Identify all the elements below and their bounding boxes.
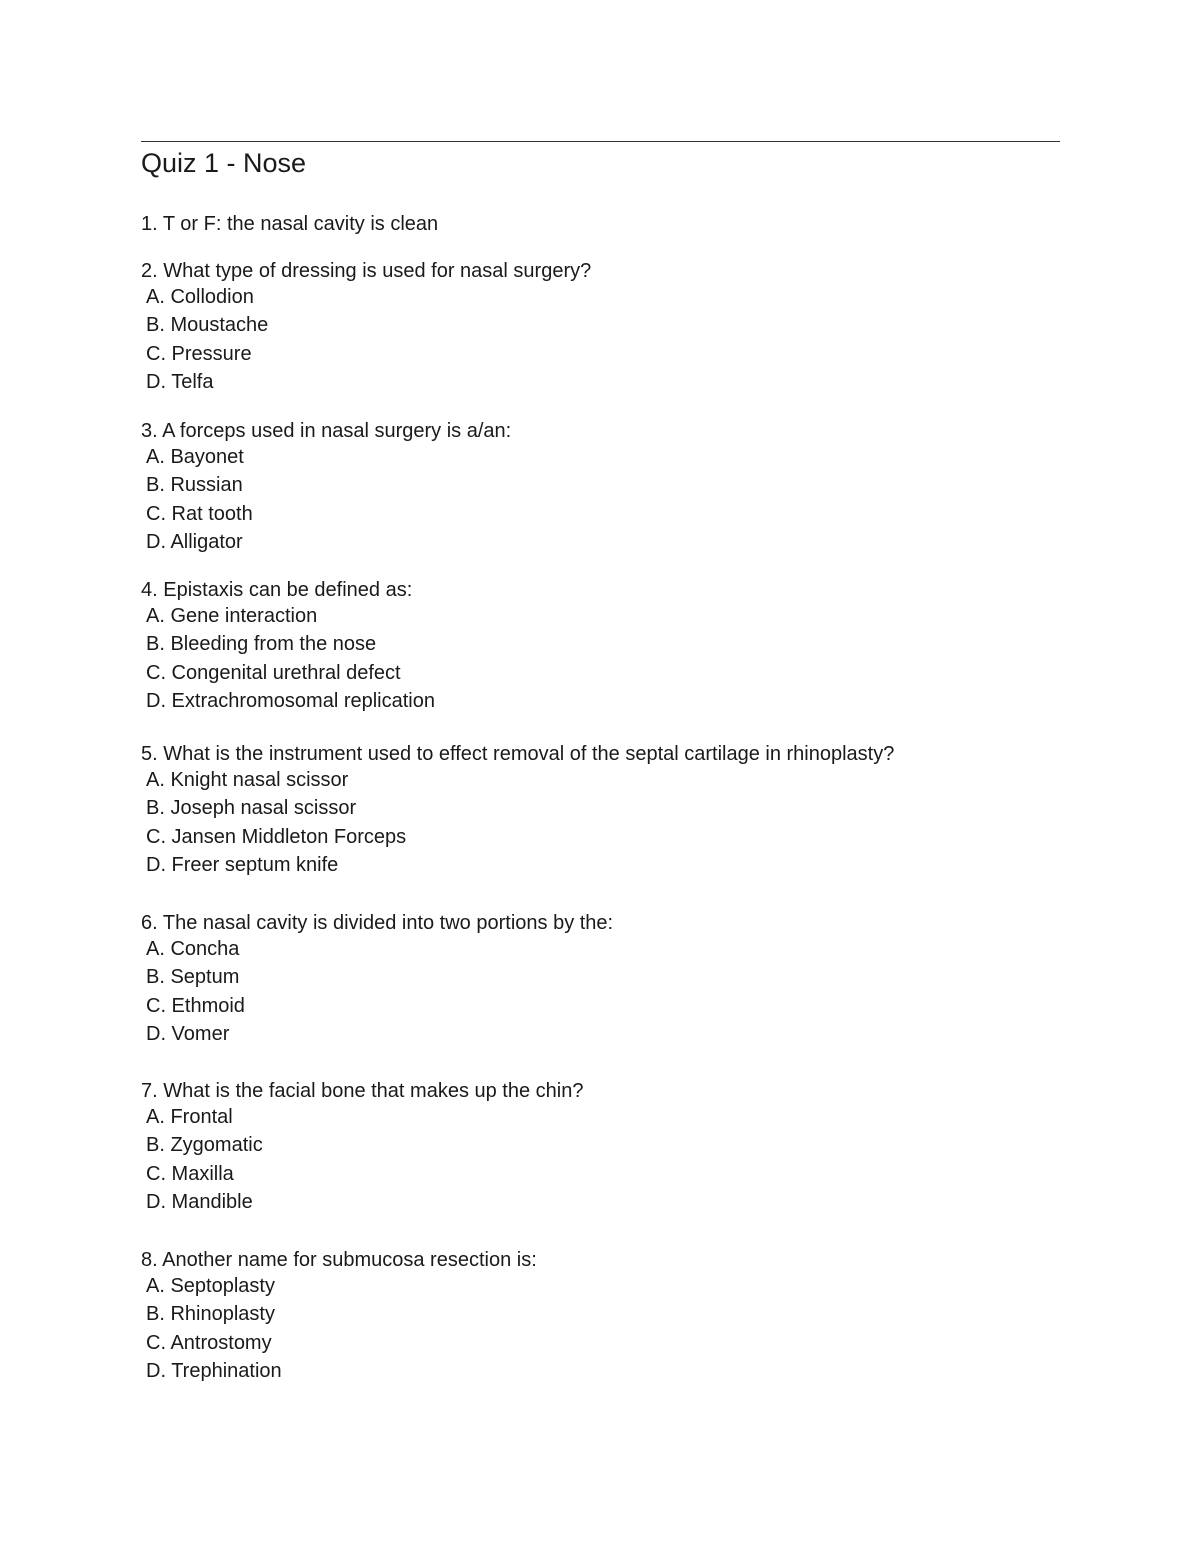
option-a: A. Gene interaction [146,605,318,627]
question-stem: 6. The nasal cavity is divided into two portions by the: [141,912,614,934]
question-stem: 8. Another name for submucosa resection is: [141,1249,537,1271]
question-3 [141,419,511,556]
option-d: D. Freer septum knife [146,853,339,876]
header-rule [141,141,1060,142]
option-c: C. Congenital urethral defect [146,661,401,684]
option-a: A. Bayonet [146,446,244,468]
option-d: D. Telfa [146,370,214,393]
option-b: B. Russian [146,474,243,497]
option-b: B. Joseph nasal scissor [146,797,357,820]
option-b: B. Zygomatic [146,1134,263,1157]
option-c: C. Jansen Middleton Forceps [146,825,407,848]
question-8 [141,1248,537,1385]
question-stem: 5. What is the instrument used to effect removal of the septal cartilage in rhinoplasty? [141,743,895,765]
question-2 [141,259,591,396]
option-d: D. Mandible [146,1190,253,1213]
option-a: A. Frontal [146,1106,233,1128]
option-a: A. Knight nasal scissor [146,769,349,791]
option-b: B. Moustache [146,314,269,337]
question-4 [141,578,435,715]
question-stem: 3. A forceps used in nasal surgery is a/an: [141,420,512,442]
option-a: A. Concha [146,938,240,960]
option-c: C. Pressure [146,342,252,365]
page-title: Quiz 1 - Nose [141,148,307,178]
question-stem: 1. T or F: the nasal cavity is clean [141,213,439,235]
question-stem: 4. Epistaxis can be defined as: [141,579,413,601]
option-c: C. Rat tooth [146,502,253,525]
option-b: B. Rhinoplasty [146,1303,275,1326]
question-stem: 2. What type of dressing is used for nasal surgery? [141,260,592,282]
option-d: D. Vomer [146,1022,230,1045]
option-c: C. Ethmoid [146,994,245,1017]
question-5 [141,742,894,879]
option-b: B. Septum [146,966,240,989]
question-7 [141,1079,583,1216]
option-d: D. Trephination [146,1359,282,1382]
option-d: D. Extrachromosomal replication [146,689,435,712]
question-stem: 7. What is the facial bone that makes up the chin? [141,1080,584,1102]
option-c: C. Maxilla [146,1162,234,1185]
option-d: D. Alligator [146,530,243,553]
option-a: A. Collodion [146,286,254,308]
option-c: C. Antrostomy [146,1331,272,1354]
option-b: B. Bleeding from the nose [146,633,377,656]
question-6 [141,911,613,1048]
question-1 [141,212,438,236]
option-a: A. Septoplasty [146,1275,275,1297]
